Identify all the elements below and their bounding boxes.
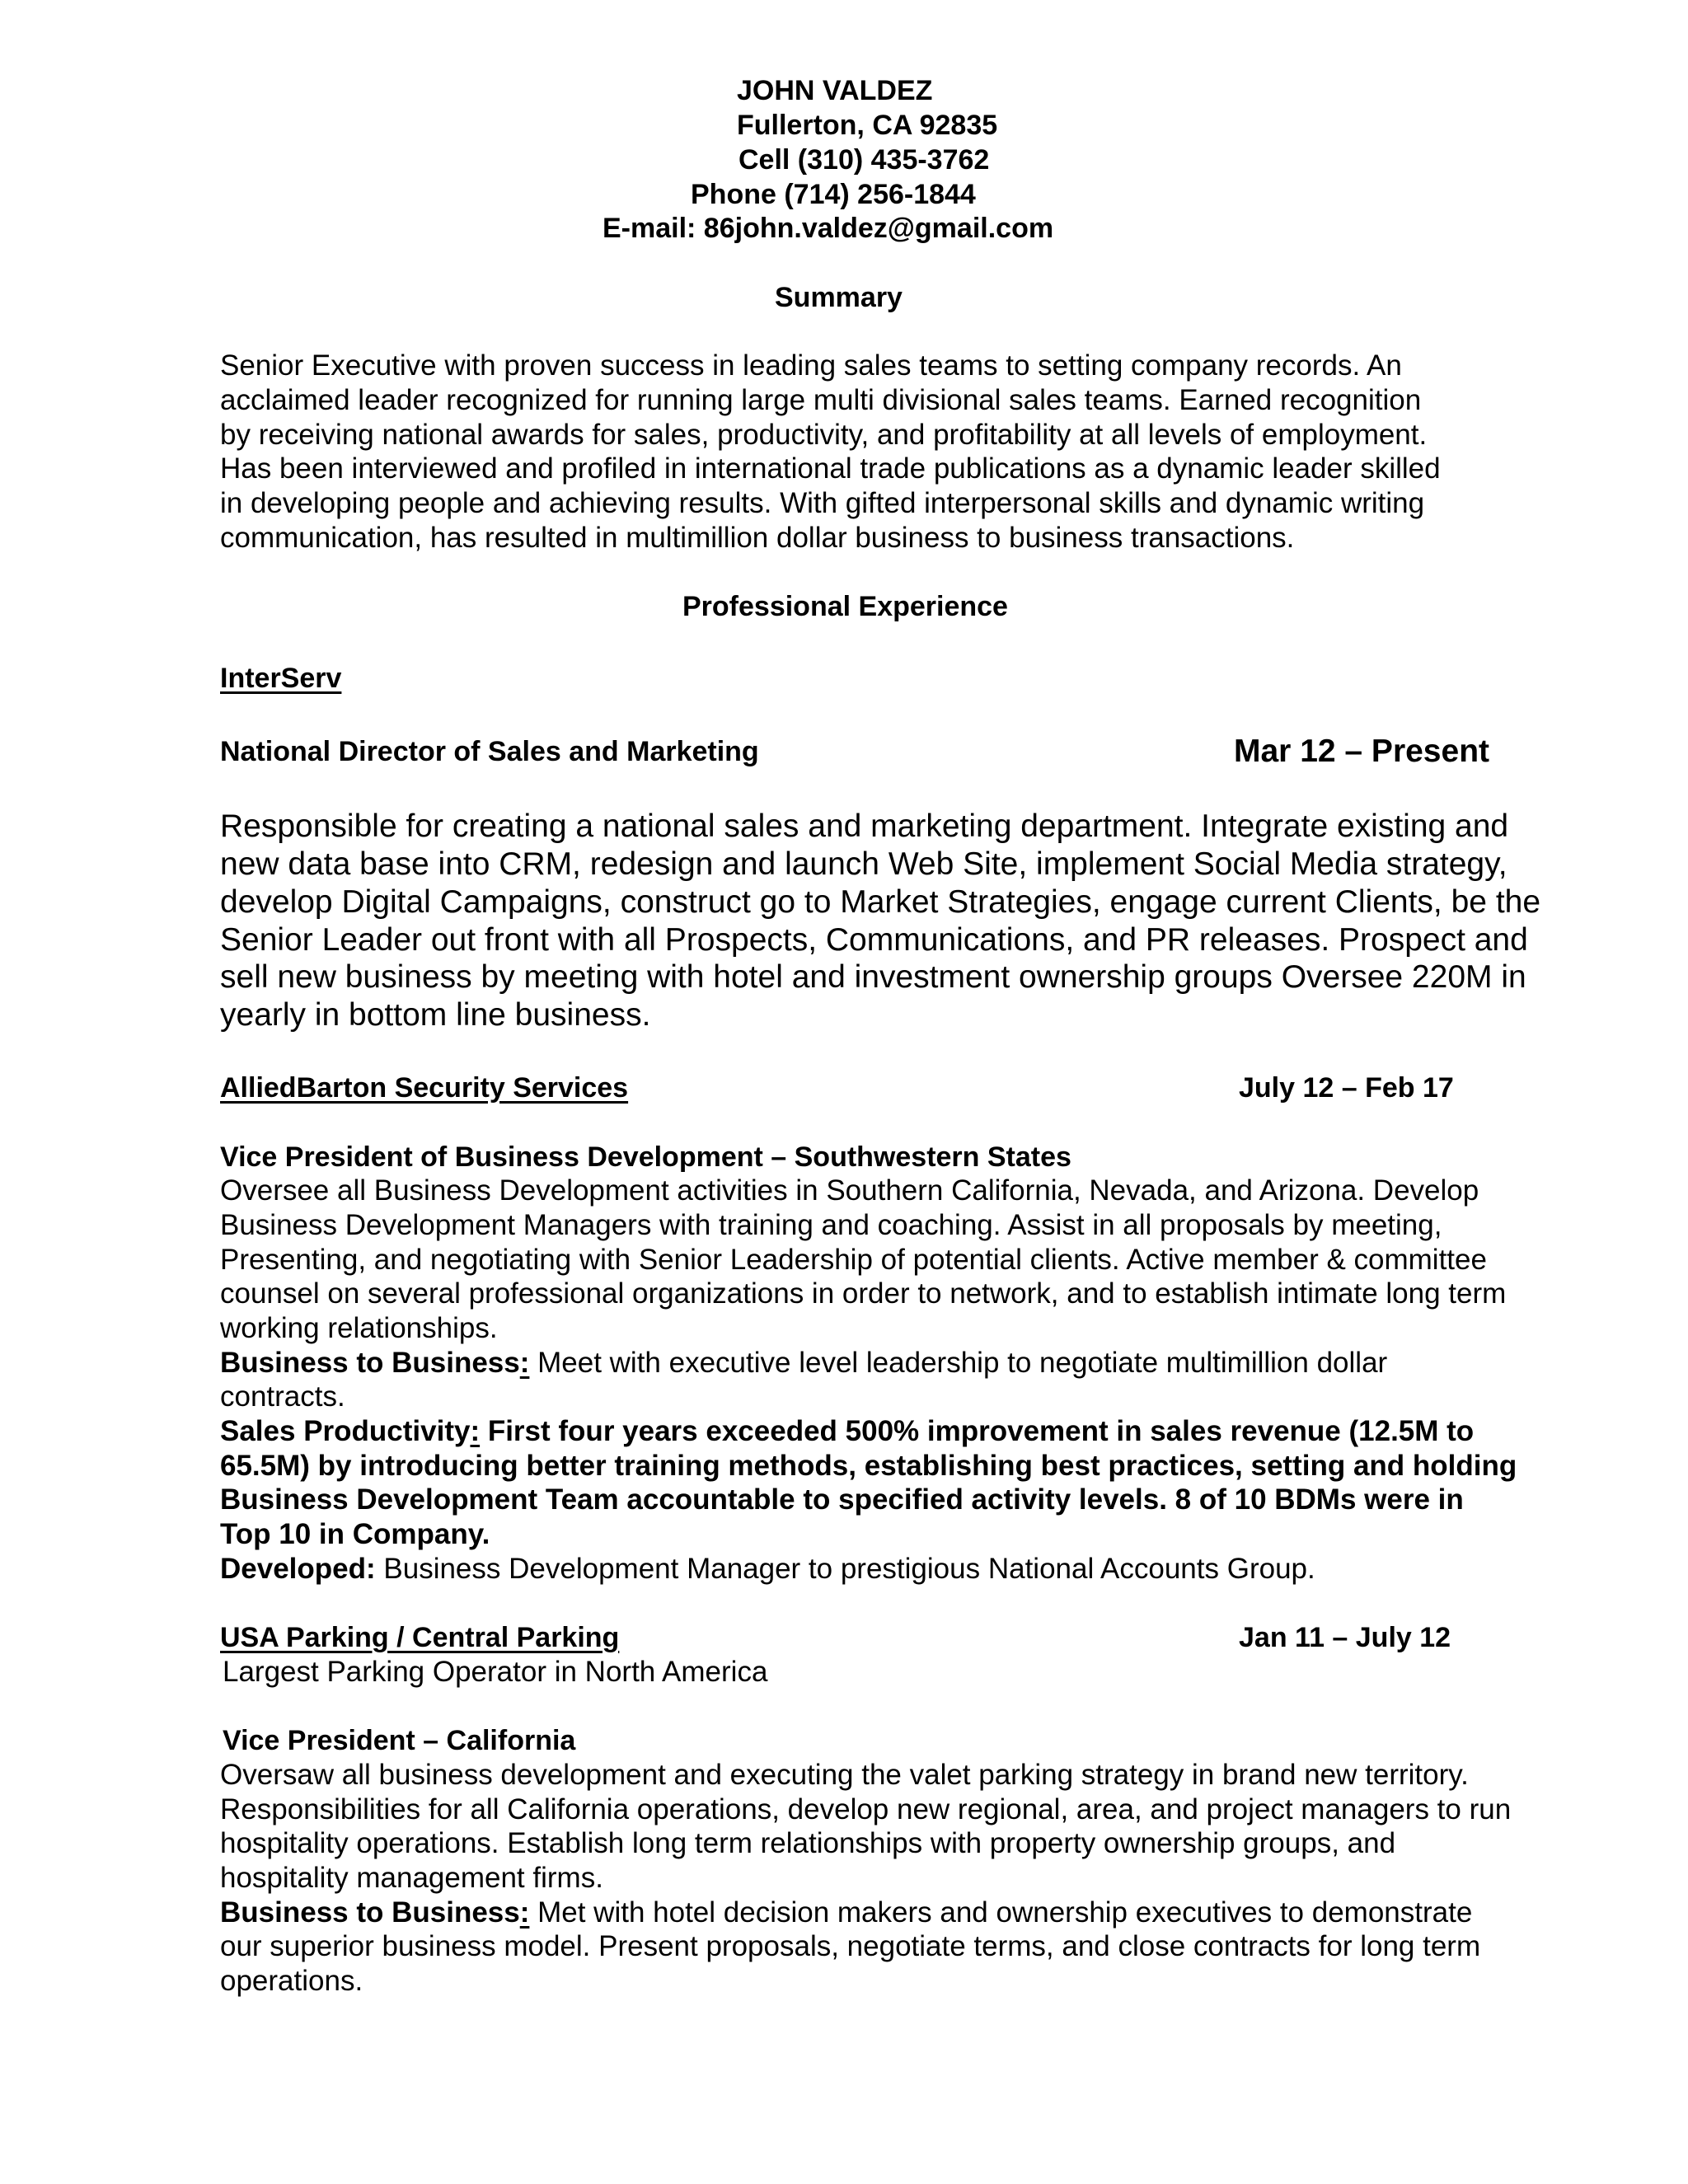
job-description-line: Oversee all Business Development activities in Southern California, Nevada, and Arizona. Develop [220, 1174, 1479, 1207]
cell-phone: Cell (310) 435-3762 [738, 144, 990, 176]
job-description-line: sell new business by meeting with hotel and investment ownership groups Oversee 220M in [220, 959, 1526, 995]
b2b-text: Meet with executive level leadership to negotiate multimillion dollar [529, 1347, 1388, 1379]
summary-line: communication, has resulted in multimillion dollar business to business transactions. [220, 522, 1295, 554]
home-phone: Phone (714) 256-1844 [691, 179, 976, 210]
b2b-label: Business to Business [220, 1347, 520, 1379]
job-description-line: new data base into CRM, redesign and launch Web Site, implement Social Media strategy, [220, 846, 1507, 882]
b2b-line [220, 1346, 1387, 1380]
job-dates: Jan 11 – July 12 [1239, 1622, 1451, 1653]
company-name: USA Parking / Central Parking [220, 1622, 620, 1653]
email-line: E-mail: 86john.valdez@gmail.com [603, 213, 1054, 244]
sales-productivity-colon: : [470, 1415, 481, 1447]
job-description-line: Presenting, and negotiating with Senior Leadership of potential clients. Active member & committee [220, 1244, 1487, 1276]
job-title: National Director of Sales and Marketing [220, 736, 759, 767]
summary-line: in developing people and achieving results. With gifted interpersonal skills and dynamic writing [220, 487, 1425, 519]
sales-productivity-text: First four years exceeded 500% improvement in sales revenue (12.5M to [480, 1415, 1475, 1447]
job-dates: Mar 12 – Present [1234, 733, 1490, 769]
b2b-colon: : [519, 1896, 530, 1929]
sales-productivity-cont: 65.5M) by introducing better training methods, establishing best practices, setting and holding [220, 1450, 1517, 1482]
job-dates: July 12 – Feb 17 [1239, 1072, 1454, 1104]
sales-productivity-line [220, 1414, 1474, 1449]
job-description-line: yearly in bottom line business. [220, 997, 651, 1033]
summary-line: Senior Executive with proven success in leading sales teams to setting company records. An [220, 349, 1402, 382]
sales-productivity-label: Sales Productivity [220, 1415, 471, 1447]
b2b-line [220, 1896, 1472, 1930]
company-tagline: Largest Parking Operator in North America [223, 1656, 768, 1688]
job-description-line: Senior Leader out front with all Prospects, Communications, and PR releases. Prospect and [220, 922, 1528, 958]
job-title: Vice President – California [223, 1725, 576, 1756]
b2b-continuation: operations. [220, 1965, 363, 1997]
summary-heading: Summary [775, 282, 903, 313]
job-description-line: hospitality management firms. [220, 1862, 603, 1894]
summary-line: Has been interviewed and profiled in international trade publications as a dynamic leader skilled [220, 452, 1441, 485]
address-line: Fullerton, CA 92835 [737, 110, 998, 141]
developed-label: Developed: [220, 1553, 376, 1585]
job-description-line: Responsibilities for all California operations, develop new regional, area, and project managers to run [220, 1793, 1512, 1825]
summary-line: acclaimed leader recognized for running large multi divisional sales teams. Earned recognition [220, 384, 1422, 416]
company-name: AlliedBarton Security Services [220, 1072, 629, 1104]
job-description-line: working relationships. [220, 1312, 498, 1344]
b2b-colon: : [519, 1347, 530, 1379]
b2b-text: Met with hotel decision makers and ownership executives to demonstrate [529, 1896, 1473, 1929]
developed-line [220, 1552, 1315, 1586]
b2b-label: Business to Business [220, 1896, 520, 1929]
job-description-line: Business Development Managers with training and coaching. Assist in all proposals by meeting, [220, 1209, 1442, 1241]
job-description-line: counsel on several professional organizations in order to network, and to establish intimate long term [220, 1277, 1507, 1310]
job-description-line: hospitality operations. Establish long term relationships with property ownership groups, and [220, 1827, 1396, 1859]
developed-text: Business Development Manager to prestigious National Accounts Group. [375, 1553, 1315, 1585]
b2b-continuation: our superior business model. Present proposals, negotiate terms, and close contracts for long term [220, 1930, 1481, 1962]
experience-heading: Professional Experience [682, 591, 1008, 622]
sales-productivity-cont: Business Development Team accountable to specified activity levels. 8 of 10 BDMs were in [220, 1483, 1464, 1516]
job-title: Vice President of Business Development – Southwestern States [220, 1141, 1071, 1173]
company-name: InterServ [220, 663, 342, 694]
candidate-name: JOHN VALDEZ [737, 75, 933, 106]
job-description-line: Responsible for creating a national sales and marketing department. Integrate existing and [220, 808, 1509, 844]
job-description-line: develop Digital Campaigns, construct go to Market Strategies, engage current Clients, be the [220, 884, 1541, 920]
job-description-line: Oversaw all business development and executing the valet parking strategy in brand new territory. [220, 1759, 1469, 1791]
b2b-continuation: contracts. [220, 1380, 345, 1413]
sales-productivity-cont: Top 10 in Company. [220, 1518, 490, 1550]
summary-line: by receiving national awards for sales, productivity, and profitability at all levels of employment. [220, 419, 1428, 451]
